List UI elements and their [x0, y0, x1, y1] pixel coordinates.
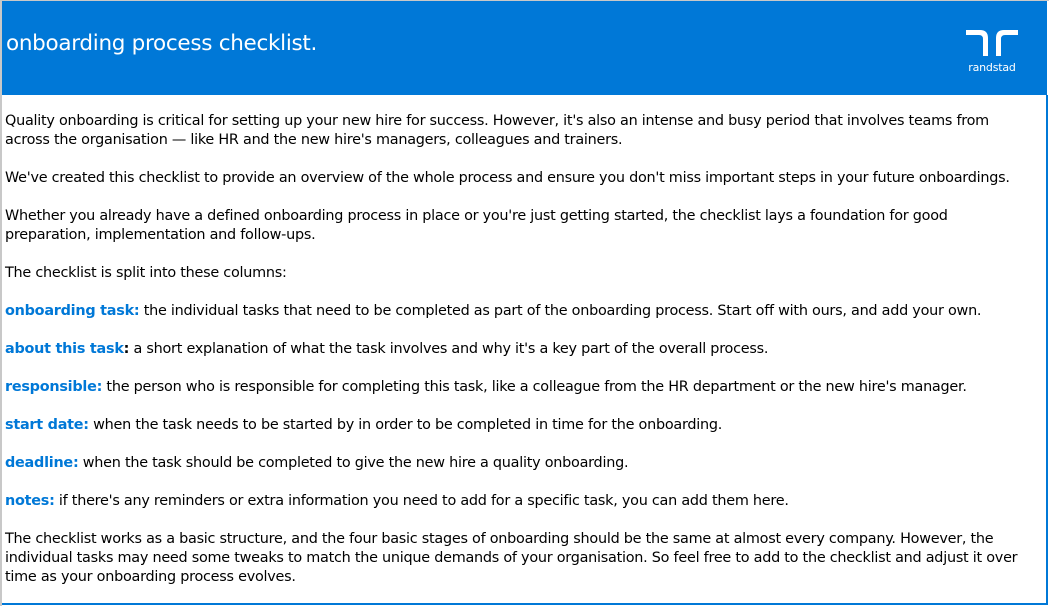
right-border [1046, 95, 1048, 605]
column-definition-deadline [5, 454, 628, 473]
column-label: deadline: [5, 455, 79, 471]
columns-intro: The checklist is split into these columns: [5, 265, 287, 281]
column-description: when the task needs to be started by in order to be completed in time for the onboarding. [88, 417, 723, 433]
page-title: onboarding process checklist. [6, 31, 318, 56]
column-description: the individual tasks that need to be completed as part of the onboarding process. Start off with ours, and add your own. [139, 303, 982, 319]
column-description: when the task should be completed to give the new hire a quality onboarding. [78, 455, 629, 471]
closing-paragraph-line-1: The checklist works as a basic structure, and the four basic stages of onboarding should be the same at almost every company. However, the [5, 531, 994, 547]
column-description: if there's any reminders or extra information you need to add for a specific task, you can add them here. [54, 493, 789, 509]
column-label: notes: [5, 493, 55, 509]
column-definition-about-this-task [5, 340, 768, 359]
intro-paragraph-3-line-1: Whether you already have a defined onboarding process in place or you're just getting started, the checklist lays a foundation for good [5, 208, 948, 224]
closing-paragraph-line-2: individual tasks may need some tweaks to match the unique demands of your organisation. So feel free to add to the checklist and adjust it over [5, 550, 1018, 566]
intro-paragraph-2: We've created this checklist to provide an overview of the whole process and ensure you don't miss important steps in your future onboardings. [5, 170, 1010, 186]
column-label: about this task [5, 341, 124, 357]
intro-paragraph-3-line-2: preparation, implementation and follow-ups. [5, 227, 316, 243]
intro-paragraph-1-line-2: across the organisation — like HR and the new hire's managers, colleagues and trainers. [5, 132, 623, 148]
column-description: the person who is responsible for completing this task, like a colleague from the HR department or the new hire's manager. [102, 379, 967, 395]
column-label: start date: [5, 417, 89, 433]
bottom-border [2, 603, 1048, 605]
column-label-colon: : [123, 341, 130, 357]
intro-paragraph-1-line-1: Quality onboarding is critical for setting up your new hire for success. However, it's also an intense and busy period that involves teams from [5, 113, 989, 129]
column-label: onboarding task: [5, 303, 140, 319]
column-definition-responsible [5, 378, 967, 397]
column-label: responsible: [5, 379, 103, 395]
column-definition-start-date [5, 416, 722, 435]
randstad-logo-icon [966, 28, 1018, 56]
column-definition-notes [5, 492, 789, 511]
closing-paragraph-line-3: time as your onboarding process evolves. [5, 569, 296, 585]
randstad-logo [964, 28, 1020, 78]
column-description: a short explanation of what the task involves and why it's a key part of the overall process. [129, 341, 769, 357]
header-banner [2, 1, 1047, 95]
logo-wordmark: randstad [968, 61, 1016, 74]
column-definition-onboarding-task [5, 302, 981, 321]
